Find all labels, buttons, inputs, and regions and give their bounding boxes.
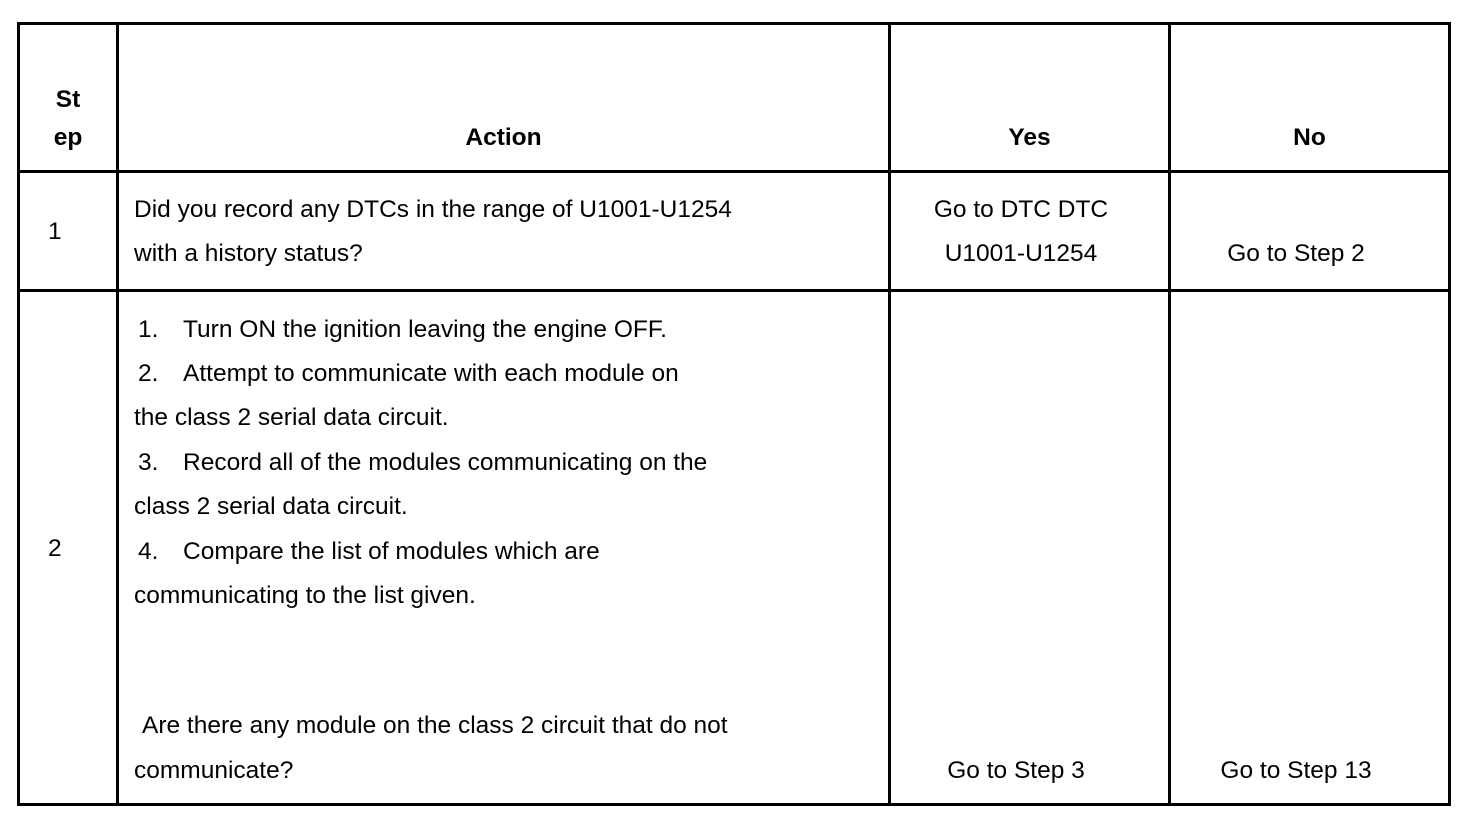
row2-item4-text: Compare the list of modules which are bbox=[183, 538, 600, 565]
header-yes: Yes bbox=[1008, 124, 1051, 151]
row2-item3-cont: class 2 serial data circuit. bbox=[134, 493, 408, 520]
header-no: No bbox=[1293, 124, 1326, 151]
row1-yes-line1: Go to DTC DTC bbox=[933, 196, 1109, 223]
row2-yes: Go to Step 3 bbox=[947, 757, 1085, 784]
row2-item1-text: Turn ON the ignition leaving the engine OFF. bbox=[183, 316, 667, 343]
row2-item2-num: 2. bbox=[138, 360, 159, 387]
row-divider-1 bbox=[20, 289, 1448, 292]
row1-action-line2: with a history status? bbox=[134, 240, 363, 267]
header-step-line2: ep bbox=[53, 124, 83, 151]
row2-no: Go to Step 13 bbox=[1220, 757, 1372, 784]
header-step-line1: St bbox=[55, 86, 81, 113]
row2-item2-cont: the class 2 serial data circuit. bbox=[134, 404, 449, 431]
header-action: Action bbox=[465, 124, 542, 151]
row1-step: 1 bbox=[48, 218, 62, 245]
row2-item3-text: Record all of the modules communicating on the bbox=[183, 449, 708, 476]
row1-action-line1: Did you record any DTCs in the range of U1001-U1254 bbox=[134, 196, 732, 223]
row2-question-line1: Are there any module on the class 2 circuit that do not bbox=[142, 712, 728, 739]
row2-question-line2: communicate? bbox=[134, 757, 294, 784]
row-divider-header bbox=[20, 170, 1448, 173]
row2-step: 2 bbox=[48, 535, 62, 562]
row1-no: Go to Step 2 bbox=[1227, 240, 1365, 267]
row2-item4-cont: communicating to the list given. bbox=[134, 582, 476, 609]
row2-item3-num: 3. bbox=[138, 449, 159, 476]
diagnostic-table bbox=[17, 22, 1451, 806]
row1-yes-line2: U1001-U1254 bbox=[944, 240, 1098, 267]
row2-item4-num: 4. bbox=[138, 538, 159, 565]
row2-item2-text: Attempt to communicate with each module on bbox=[183, 360, 679, 387]
row2-item1-num: 1. bbox=[138, 316, 159, 343]
